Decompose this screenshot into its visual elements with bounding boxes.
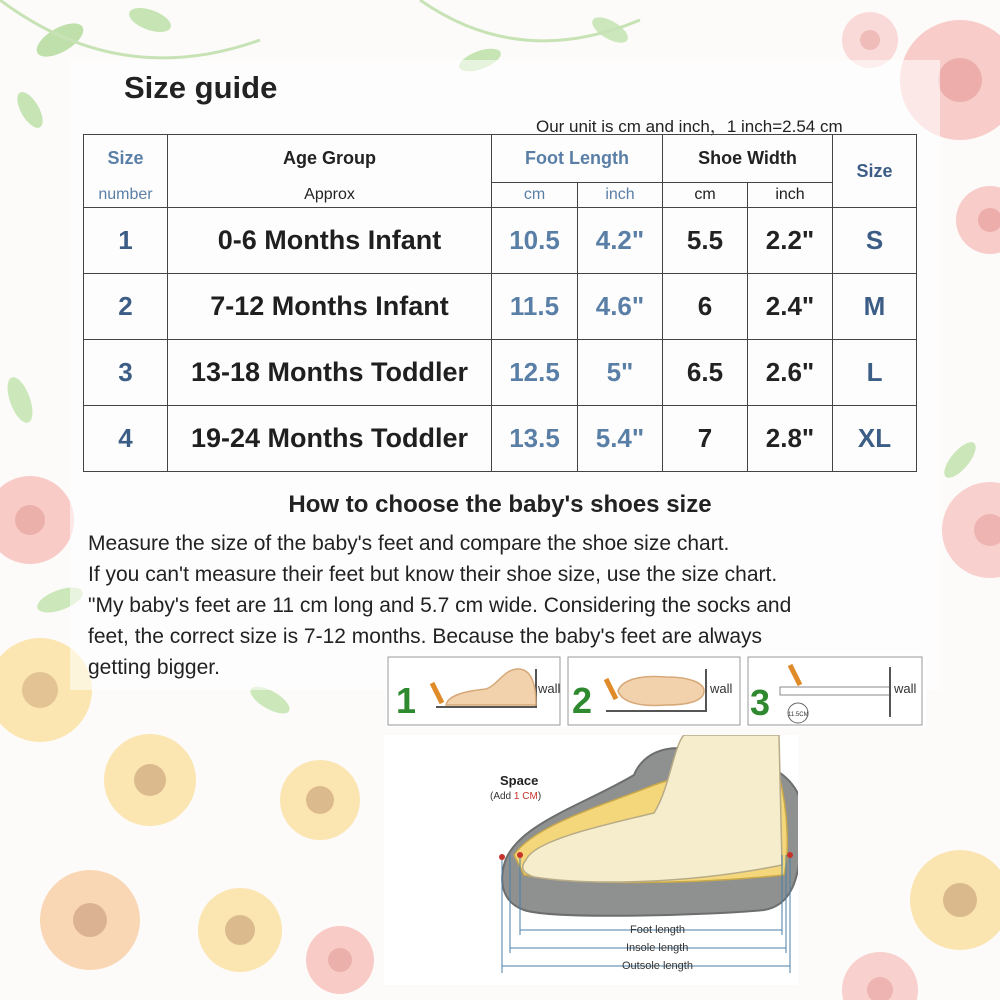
cell-foot-inch: 5" (578, 340, 663, 406)
cell-width-cm: 5.5 (663, 208, 748, 274)
cell-size: L (833, 340, 917, 406)
cell-age: 13-18 Months Toddler (168, 340, 492, 406)
header-age-group-label: Age Group (283, 148, 376, 169)
header-size-number-label: Size (107, 148, 144, 169)
ruler-tag: 11.5CM (788, 712, 809, 718)
cell-foot-cm: 12.5 (492, 340, 578, 406)
subheader-number (84, 183, 168, 208)
subheader-foot-inch-label: inch (605, 186, 635, 203)
cell-number: 4 (84, 406, 168, 472)
subheader-foot-cm (492, 183, 578, 208)
header-shoe-width-label: Shoe Width (698, 148, 797, 168)
step-number-1: 1 (396, 680, 417, 721)
table-row (84, 406, 917, 472)
step-panel-1 (388, 657, 561, 725)
header-age-group (168, 135, 492, 183)
cell-foot-cm: 13.5 (492, 406, 578, 472)
cell-size: M (833, 274, 917, 340)
space-label: Space (500, 773, 539, 788)
header-foot-length-label: Foot Length (525, 148, 629, 168)
cell-size: S (833, 208, 917, 274)
ruler-icon (780, 687, 890, 695)
wall-label-1: wall (538, 681, 561, 696)
space-add-note: (Add 1 CM) (490, 791, 542, 802)
step-number-2: 2 (572, 680, 593, 721)
table-row (84, 274, 917, 340)
cell-width-inch: 2.6" (748, 340, 833, 406)
size-table (83, 134, 917, 472)
cell-width-inch: 2.8" (748, 406, 833, 472)
cell-width-inch: 2.4" (748, 274, 833, 340)
foot-top-icon (618, 677, 704, 706)
wall-label-2: wall (710, 681, 733, 696)
subheader-width-inch (748, 183, 833, 208)
header-foot-length (492, 135, 663, 183)
unit-note: Our unit is cm and inch，1 inch=2.54 cm (536, 117, 843, 136)
cell-age: 19-24 Months Toddler (168, 406, 492, 472)
step-number-3: 3 (750, 682, 771, 723)
subheader-foot-cm-label: cm (523, 186, 546, 203)
howto-line: feet, the correct size is 7-12 months. Because the baby's feet are always (88, 625, 763, 648)
cell-width-cm: 6 (663, 274, 748, 340)
subheader-approx-label: Approx (304, 185, 355, 203)
cell-width-cm: 6.5 (663, 340, 748, 406)
subheader-number-label: number (98, 185, 153, 203)
table-header-row (84, 135, 917, 183)
howto-line: Measure the size of the baby's feet and compare the shoe size chart. (88, 532, 730, 555)
header-size-label: Size (856, 160, 893, 181)
foot-in-shoe-diagram (384, 735, 798, 985)
cell-width-cm: 7 (663, 406, 748, 472)
howto-line: "My baby's feet are 11 cm long and 5.7 cm wide. Considering the socks and (88, 594, 792, 617)
page-title: Size guide (124, 70, 278, 105)
cell-number: 3 (84, 340, 168, 406)
howto-line: getting bigger. (88, 656, 220, 679)
subheader-width-inch-label: inch (775, 186, 805, 203)
wall-label-3: wall (894, 681, 917, 696)
subheader-width-cm (663, 183, 748, 208)
step-panel-3 (748, 657, 922, 725)
foot-length-label: Foot length (630, 924, 686, 936)
howto-title: How to choose the baby's shoes size (288, 491, 712, 518)
cell-number: 2 (84, 274, 168, 340)
cell-age: 7-12 Months Infant (168, 274, 492, 340)
cell-width-inch: 2.2" (748, 208, 833, 274)
cell-size: XL (833, 406, 917, 472)
cell-foot-inch: 4.2" (578, 208, 663, 274)
subheader-approx (168, 183, 492, 208)
step-panel-2 (568, 657, 740, 725)
table-row (84, 340, 917, 406)
cell-foot-inch: 4.6" (578, 274, 663, 340)
subheader-width-cm-label: cm (694, 186, 716, 203)
measuring-steps (386, 655, 926, 727)
header-shoe-width (663, 135, 833, 183)
insole-length-label: Insole length (626, 942, 689, 954)
cell-age: 0-6 Months Infant (168, 208, 492, 274)
table-subheader-row (84, 183, 917, 208)
cell-foot-cm: 10.5 (492, 208, 578, 274)
header-size-number (84, 135, 168, 183)
header-size (833, 135, 917, 208)
howto-line: If you can't measure their feet but know their shoe size, use the size chart. (88, 563, 778, 586)
table-row (84, 208, 917, 274)
cell-number: 1 (84, 208, 168, 274)
outsole-length-label: Outsole length (622, 960, 693, 972)
subheader-foot-inch (578, 183, 663, 208)
cell-foot-cm: 11.5 (492, 274, 578, 340)
cell-foot-inch: 5.4" (578, 406, 663, 472)
